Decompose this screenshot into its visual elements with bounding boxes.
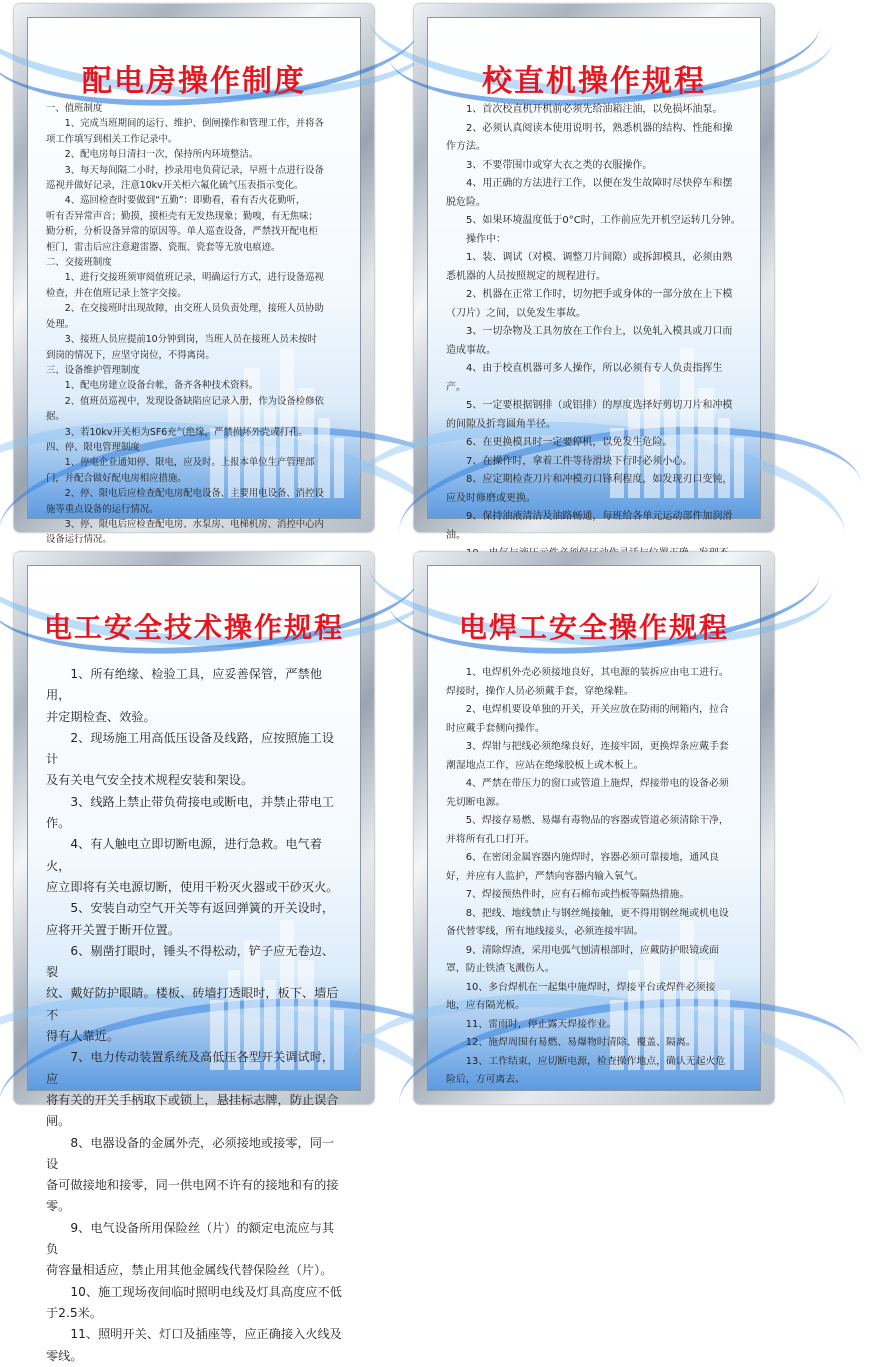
text-line: 一、值班制度 [46,103,103,114]
text-line: 7、电力传动装置系统及高低压各型开关调试时，应 [46,1050,335,1086]
text-line: 2、必须认真阅读本使用说明书，熟悉机器的结构、性能和操 [446,122,733,134]
poster-board [427,565,761,1091]
text-line: 5、如果环境温度低于0°C时，工作前应先开机空运转几分钟。 [446,215,741,226]
text-line: （刀片）之间，以免发生事故。 [446,307,586,319]
text-line: 3、不要带围巾或穿大衣之类的衣服操作。 [446,159,653,171]
text-line: 2、配电房每日清扫一次，保持所内环境整洁。 [46,149,259,161]
text-line: 焊接时，操作人员必须戴手套，穿绝缘鞋。 [446,685,634,697]
text-line: 9、电气设备所用保险丝（片）的额定电流应与其负 [46,1220,335,1257]
text-line: 3、接班人员应提前10分钟到岗，当班人员在接班人员未按时 [46,334,318,346]
text-line: 6、在密闭金属容器内施焊时，容器必须可靠接地，通风良 [446,852,719,863]
poster-board [427,17,761,541]
text-line: 1、配电房建立设备台帐，备齐各种技术资料。 [46,380,259,392]
text-line: 造成事故。 [446,344,496,356]
text-line: 备代替零线，所有地线接头，必须连接牢固。 [446,926,644,937]
text-line: 1、停电企业通知停、限电，应及时。上报本单位生产管理部 [46,457,315,469]
text-line: 2、在交接班时出现故障，由交班人员负责处理，接班人员协助 [46,303,324,315]
text-line: 检查，并在值班记录上签字交接。 [46,287,187,299]
text-line: 3、若10kv开关柜为SF6充气绝缘，严禁损坏外壳或打孔。 [46,426,308,438]
text-line: 2、现场施工用高低压设备及线路，应按照施工设计 [46,730,335,767]
text-line: 险后，方可离去。 [446,1074,526,1085]
text-line: 将有关的开关手柄取下或锁上，悬挂标志牌，防止误合闸。 [46,1092,339,1129]
text-line: 到岗的情况下，应坚守岗位，不得离岗。 [46,349,215,361]
text-line: 纹、戴好防护眼睛。楼板、砖墙打透眼时，板下、墙后不 [46,986,339,1022]
text-line: 及有关电气安全技术规程安装和架设。 [46,773,254,788]
text-line: 10、多台焊机在一起集中施焊时，焊接平台或焊件必须接 [446,981,716,993]
text-line: 4、用正确的方法进行工作，以便在发生故障时尽快停车和摆 [446,178,733,189]
text-line: 6、在更换模具时一定要停机，以免发生危险。 [446,437,673,448]
poster-title: 电焊工安全操作规程 [458,611,729,644]
text-line: 7、焊接预热件时，应有石棉布或挡板等隔热措施。 [446,889,690,900]
poster-board [27,17,361,546]
text-line: 操作中： [446,233,506,245]
text-line: 4、严禁在带压力的窗口或管道上施焊，焊接带电的设备必须 [446,778,729,789]
text-line: 设备运行情况。 [46,534,112,546]
text-line: 9、清除焊渣，采用电弧气刨清根部时，应戴防护眼镜或面 [446,944,719,956]
text-line: 处理。 [46,318,75,330]
poster-body [46,101,346,548]
text-line: 12、施焊周围有易燃、易爆物时清除、覆盖、隔离。 [446,1037,696,1048]
text-line: 罩，防止铁渣飞溅伤人。 [446,963,555,974]
text-line: 施等重点设备的运行情况。 [46,503,159,515]
poster-frame-distribution-room [14,4,374,546]
poster-frame-electrician-safety [14,552,374,1363]
text-line: 零线。 [46,1348,83,1363]
text-line: 3、焊钳与把线必须绝缘良好，连接牢固，更换焊条应戴手套 [446,741,729,752]
text-line: 的间隙及折弯圆角半径。 [446,418,556,430]
poster-frame-straightening-machine [414,4,774,541]
text-line: 5、一定要根据钢排（或铝排）的厚度选择好剪切刀片和冲模 [446,400,733,411]
poster-body [446,664,746,1090]
text-line: 四、停、限电管理制度 [46,441,140,453]
text-line: 地，应有隔光板。 [446,1000,526,1011]
text-line: 并定期检查、效验。 [46,709,156,724]
text-line: 1、装、调试（对模、调整刀片间隙）或拆卸模具，必须由熟 [446,252,733,263]
text-line: 备可做接地和接零，同一供电网不许有的接地和有的接零。 [46,1178,339,1214]
text-line: 二、交接班制度 [46,257,112,269]
text-line: 5、安装自动空气开关等有返回弹簧的开关设时， [46,901,335,916]
text-line: 应立即将有关电源切断，使用干粉灭火器或干砂灭火。 [46,879,339,894]
poster-board [27,565,361,1363]
poster-title: 校直机操作规程 [482,64,706,99]
text-line: 柜门，雷击后应注意避雷器、瓷瓶、瓷套等无放电痕迹。 [46,241,281,253]
text-line: 6、剔凿打眼时，锤头不得松动，铲子应无卷边、裂 [46,943,335,980]
text-line: 得有人靠近。 [46,1029,120,1044]
text-line: 1、完成当班期间的运行、维护、倒闸操作和管理工作，并将各 [46,118,324,130]
text-line: 11、照明开关、灯口及插座等，应正确接入火线及 [46,1327,342,1342]
text-line: 好，并应有人监护，严禁向容器内输入氧气。 [446,870,644,882]
text-line: 作方法。 [446,141,486,152]
text-line: 荷容量相适应，禁止用其他金属线代替保险丝（片）。 [46,1263,333,1278]
text-line: 3、每天每间隔二小时，抄录用电负荷记录，早班十点进行设备 [46,164,324,176]
text-line: 9、保持油液清洁及油路畅通，每班给各单元运动部件加润滑 [446,511,733,522]
text-line: 听有否异常声音；勤摸，摸柜壳有无发热现象；勤嗅，有无焦味； [46,210,318,222]
text-line: 并将所有孔口打开。 [446,833,535,845]
text-line: 5、焊接存易燃、易爆有毒物品的容器或管道必须清除干净， [446,815,729,826]
text-line: 4、有人触电立即切断电源，进行急救。电气着火， [46,837,322,873]
text-line: 2、停、限电后应检查配电房配电设备、主要用电设备、消控设 [46,488,324,500]
text-line: 3、一切杂物及工具勿放在工作台上，以免轧入模具或刀口而 [446,326,733,337]
text-line: 8、把线、地线禁止与钢丝绳接触，更不得用钢丝绳或机电设 [446,907,729,919]
text-line: 2、机器在正常工作时，切勿把手或身体的一部分放在上下模 [446,289,733,300]
text-line: 应将开关置于断开位置。 [46,922,181,937]
poster-title: 配电房操作制度 [82,64,306,99]
text-line: 13、工作结束，应切断电源，检查操作地点，确认无起火危 [446,1055,726,1067]
text-line: 8、电器设备的金属外壳，必须接地或接零，同一设 [46,1135,335,1171]
text-line: 先切断电源。 [446,796,506,808]
text-line: 2、值班员巡视中，发现设备缺陷应记录入册，作为设备检修依 [46,395,324,407]
text-line: 时应戴手套侧向操作。 [446,722,545,734]
text-line: 4、巡回检查时要做到“五勤”：即勤看，看有否火花勤听， [46,195,306,207]
text-line: 据。 [46,411,65,423]
text-line: 悉机器的人员按照规定的规程进行。 [446,270,606,282]
text-line: 4、由于校直机器可多人操作，所以必须有专人负责指挥生 [446,363,723,374]
poster-frame-welder-safety [414,552,774,1104]
text-line: 1、电焊机外壳必须接地良好，其电源的装拆应由电工进行。 [446,667,729,678]
text-line: 勤分析，分析设备异常的原因等。单人巡查设备，严禁找开配电柜 [46,226,318,238]
text-line: 产。 [446,381,466,393]
poster-title: 电工安全技术操作规程 [43,611,344,644]
text-line: 应及时修磨或更换。 [446,492,536,504]
text-line: 1、首次校直机开机前必须先给油箱注油，以免损坏油泵。 [446,104,723,115]
text-line: 2、电焊机要设单独的开关，开关应放在防雨的闸箱内，拉合 [446,704,729,715]
poster-body [46,664,346,1367]
text-line: 11、雷雨时，停止露天焊接作业。 [446,1018,617,1030]
text-line: 3、线路上禁止带负荷接电或断电，并禁止带电工作。 [46,794,335,831]
text-line: 三、设备维护管理制度 [46,364,140,376]
text-line: 项工作填写到相关工作记录中。 [46,133,178,145]
text-line: 1、所有绝缘、检验工具，应妥善保管，严禁他用， [46,667,322,703]
text-line: 10、施工现场夜间临时照明电线及灯具高度应不低 [46,1284,342,1299]
text-line: 潮湿地点工作，应站在绝缘胶板上或木板上。 [446,759,644,771]
text-line: 1、进行交接班须审阅值班记录，明确运行方式，进行设备巡视 [46,272,324,284]
text-line: 8、应定期检查刀片和冲模刃口锋利程度，如发现刃口变钝， [446,474,733,485]
text-line: 7、在操作时，拿着工件等待滑块下行时必须小心。 [446,455,693,467]
text-line: 脱危险。 [446,196,486,208]
text-line: 巡视并做好记录，注意10kv开关柜六氟化硫气压表指示变化。 [46,180,304,192]
text-line: 门，并配合做好配电房相应措施。 [46,472,187,484]
text-line: 3、停、限电后应检查配电房、水泵房、电梯机房、消控中心内 [46,518,324,530]
text-line: 于2.5米。 [46,1305,102,1320]
text-line: 油。 [446,529,466,541]
